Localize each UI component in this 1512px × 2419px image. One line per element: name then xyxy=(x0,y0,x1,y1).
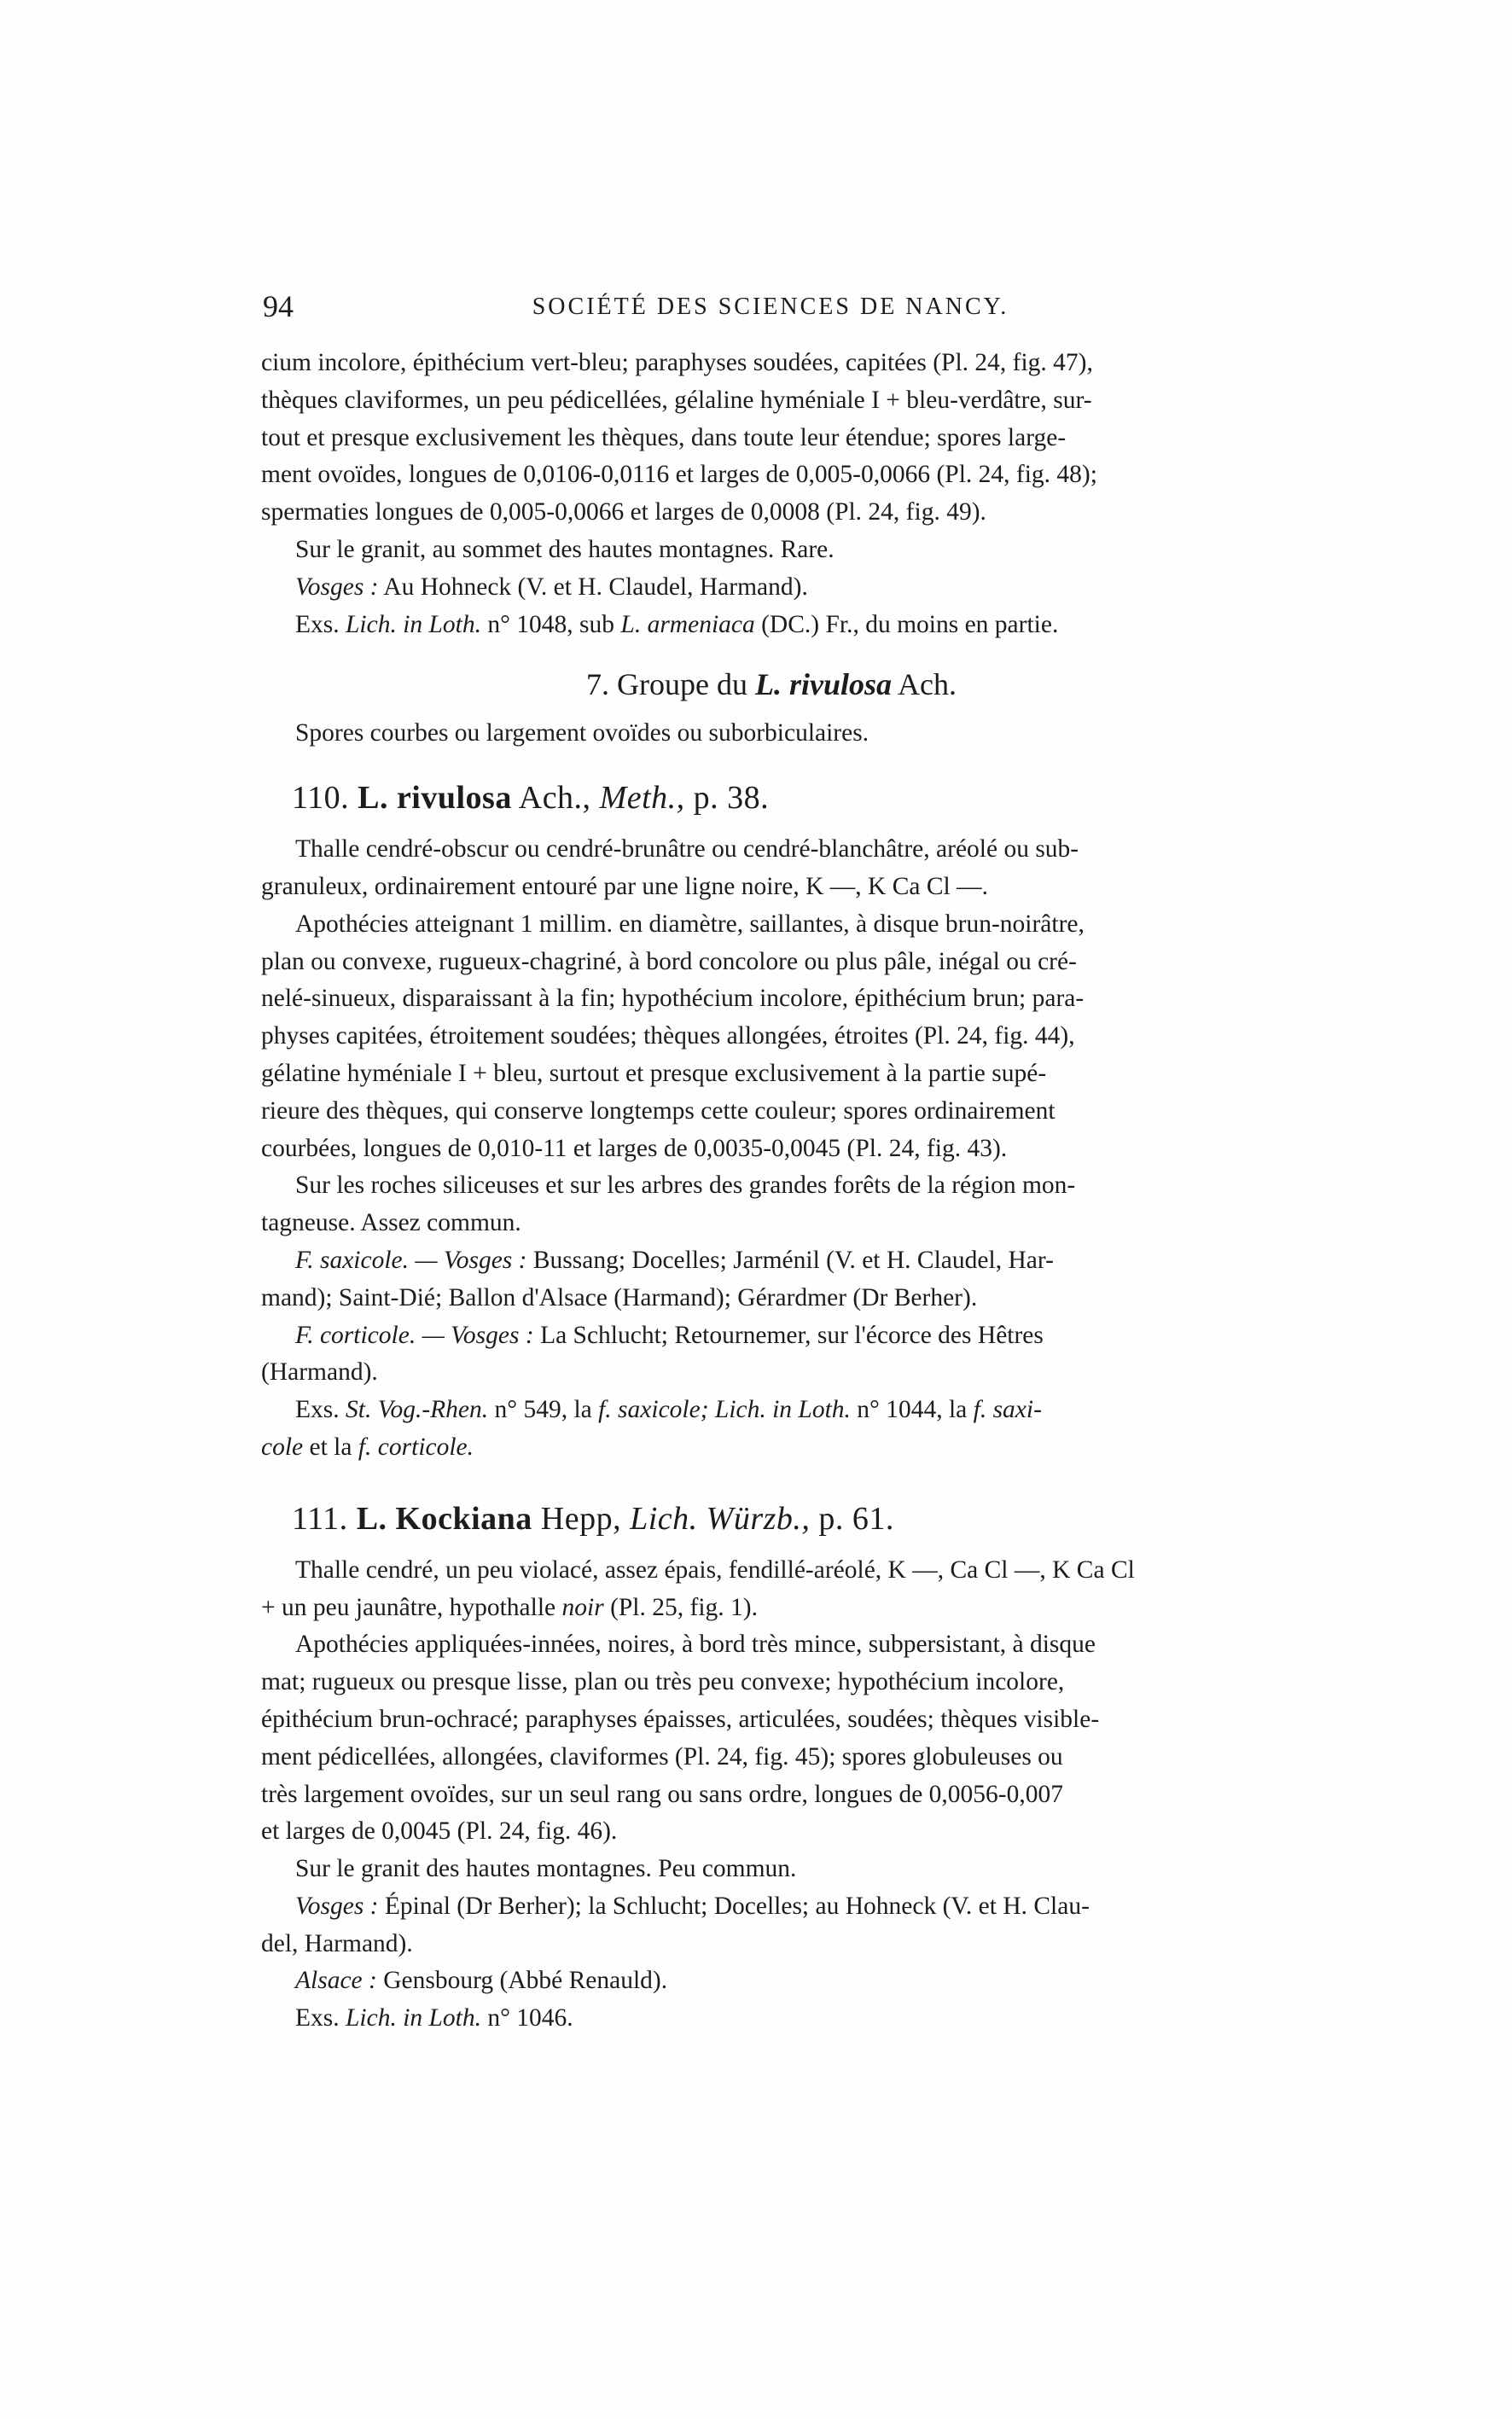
locality-line: Vosges : Au Hohneck (V. et H. Claudel, Harmand). xyxy=(295,573,808,601)
page-header xyxy=(263,288,1278,331)
page-number: 94 xyxy=(263,289,294,323)
locality-line: Vosges : Épinal (Dr Berher); la Schlucht; Docelles; au Hohneck (V. et H. Clau- xyxy=(295,1892,1090,1920)
text-line: mat; rugueux ou presque lisse, plan ou très peu convexe; hypothécium incolore, xyxy=(261,1668,1065,1696)
locality-line: Alsace : Gensbourg (Abbé Renauld). xyxy=(295,1967,668,1995)
text-line: ment pédicellées, allongées, claviformes (Pl. 24, fig. 45); spores globuleuses ou xyxy=(261,1742,1063,1771)
form-label: F. corticole. — Vosges : xyxy=(295,1321,534,1349)
text-line: Apothécies appliquées-innées, noires, à bord très mince, subpersistant, à disque xyxy=(295,1631,1096,1659)
text-line: spermaties longues de 0,005-0,0066 et larges de 0,0008 (Pl. 24, fig. 49). xyxy=(261,498,986,526)
text-line: thèques claviformes, un peu pédicellées, gélaline hyméniale I + bleu-verdâtre, sur- xyxy=(261,386,1092,414)
text-line: + un peu jaunâtre, hypothalle noir (Pl. 25, fig. 1). xyxy=(261,1593,758,1621)
habitat-line: Sur le granit des hautes montagnes. Peu commun. xyxy=(295,1855,797,1883)
text-line: épithécium brun-ochracé; paraphyses épaisses, articulées, soudées; thèques visible- xyxy=(261,1705,1100,1733)
region-label: Vosges : xyxy=(295,573,379,601)
exsiccata-line: Exs. Lich. in Loth. n° 1046. xyxy=(295,2004,573,2032)
habitat-line: Sur le granit, au sommet des hautes montagnes. Rare. xyxy=(295,535,835,563)
group-description: Spores courbes ou largement ovoïdes ou suborbiculaires. xyxy=(295,719,869,747)
species-heading-110: 110. L. rivulosa Ach., Meth., p. 38. xyxy=(292,780,770,817)
locality-line: mand); Saint-Dié; Ballon d'Alsace (Harmand); Gérardmer (Dr Berher). xyxy=(261,1283,978,1311)
running-head: SOCIÉTÉ DES SCIENCES DE NANCY. xyxy=(532,294,1009,320)
text-line: et larges de 0,0045 (Pl. 24, fig. 46). xyxy=(261,1817,618,1846)
text-line: Thalle cendré-obscur ou cendré-brunâtre ou cendré-blanchâtre, aréolé ou sub- xyxy=(295,835,1079,864)
form-label: F. saxicole. — Vosges : xyxy=(295,1246,527,1274)
habitat-line: Sur les roches siliceuses et sur les arbres des grandes forêts de la région mon- xyxy=(295,1172,1076,1200)
text-line: physes capitées, étroitement soudées; thèques allongées, étroites (Pl. 24, fig. 44), xyxy=(261,1022,1075,1050)
region-label: Alsace : xyxy=(295,1967,377,1995)
species-heading-111: 111. L. Kockiana Hepp, Lich. Würzb., p. 61. xyxy=(292,1500,894,1537)
page-body xyxy=(261,345,1282,2038)
text-line: gélatine hyméniale I + bleu, surtout et presque exclusivement à la partie supé- xyxy=(261,1059,1047,1087)
text-line: granuleux, ordinairement entouré par une ligne noire, K —, K Ca Cl —. xyxy=(261,872,988,900)
text-line: ment ovoïdes, longues de 0,0106-0,0116 et larges de 0,005-0,0066 (Pl. 24, fig. 48); xyxy=(261,461,1097,489)
text-line: nelé-sinueux, disparaissant à la fin; hypothécium incolore, épithécium brun; para- xyxy=(261,985,1085,1013)
text-line: cium incolore, épithécium vert-bleu; paraphyses soudées, capitées (Pl. 24, fig. 47), xyxy=(261,349,1093,376)
exsiccata-line: Exs. Lich. in Loth. n° 1048, sub L. armeniaca (DC.) Fr., du moins en partie. xyxy=(295,610,1059,638)
text-line: courbées, longues de 0,010-11 et larges de 0,0035-0,0045 (Pl. 24, fig. 43). xyxy=(261,1134,1008,1162)
group-heading: 7. Groupe du L. rivulosa Ach. xyxy=(586,667,957,702)
exsiccata-line: cole et la f. corticole. xyxy=(261,1433,474,1461)
text-line: très largement ovoïdes, sur un seul rang ou sans ordre, longues de 0,0056-0,007 xyxy=(261,1780,1063,1808)
locality-line: F. saxicole. — Vosges : Bussang; Docelles; Jarménil (V. et H. Claudel, Har- xyxy=(295,1246,1054,1274)
exsiccata-line: Exs. St. Vog.-Rhen. n° 549, la f. saxicole; Lich. in Loth. n° 1044, la f. saxi- xyxy=(295,1396,1042,1424)
text-line: plan ou convexe, rugueux-chagriné, à bord concolore ou plus pâle, inégal ou cré- xyxy=(261,947,1077,975)
text-line: tout et presque exclusivement les thèques, dans toute leur étendue; spores large- xyxy=(261,423,1067,451)
habitat-line: tagneuse. Assez commun. xyxy=(261,1209,521,1237)
locality-line: del, Harmand). xyxy=(261,1929,413,1957)
region-label: Vosges : xyxy=(295,1892,379,1920)
locality-line: F. corticole. — Vosges : La Schlucht; Retournemer, sur l'écorce des Hêtres xyxy=(295,1321,1044,1349)
text-line: Apothécies atteignant 1 millim. en diamètre, saillantes, à disque brun-noirâtre, xyxy=(295,910,1085,938)
text-line: Thalle cendré, un peu violacé, assez épais, fendillé-aréolé, K —, Ca Cl —, K Ca Cl xyxy=(295,1555,1135,1584)
text-line: rieure des thèques, qui conserve longtemps cette couleur; spores ordinairement xyxy=(261,1096,1055,1125)
locality-line: (Harmand). xyxy=(261,1358,378,1387)
